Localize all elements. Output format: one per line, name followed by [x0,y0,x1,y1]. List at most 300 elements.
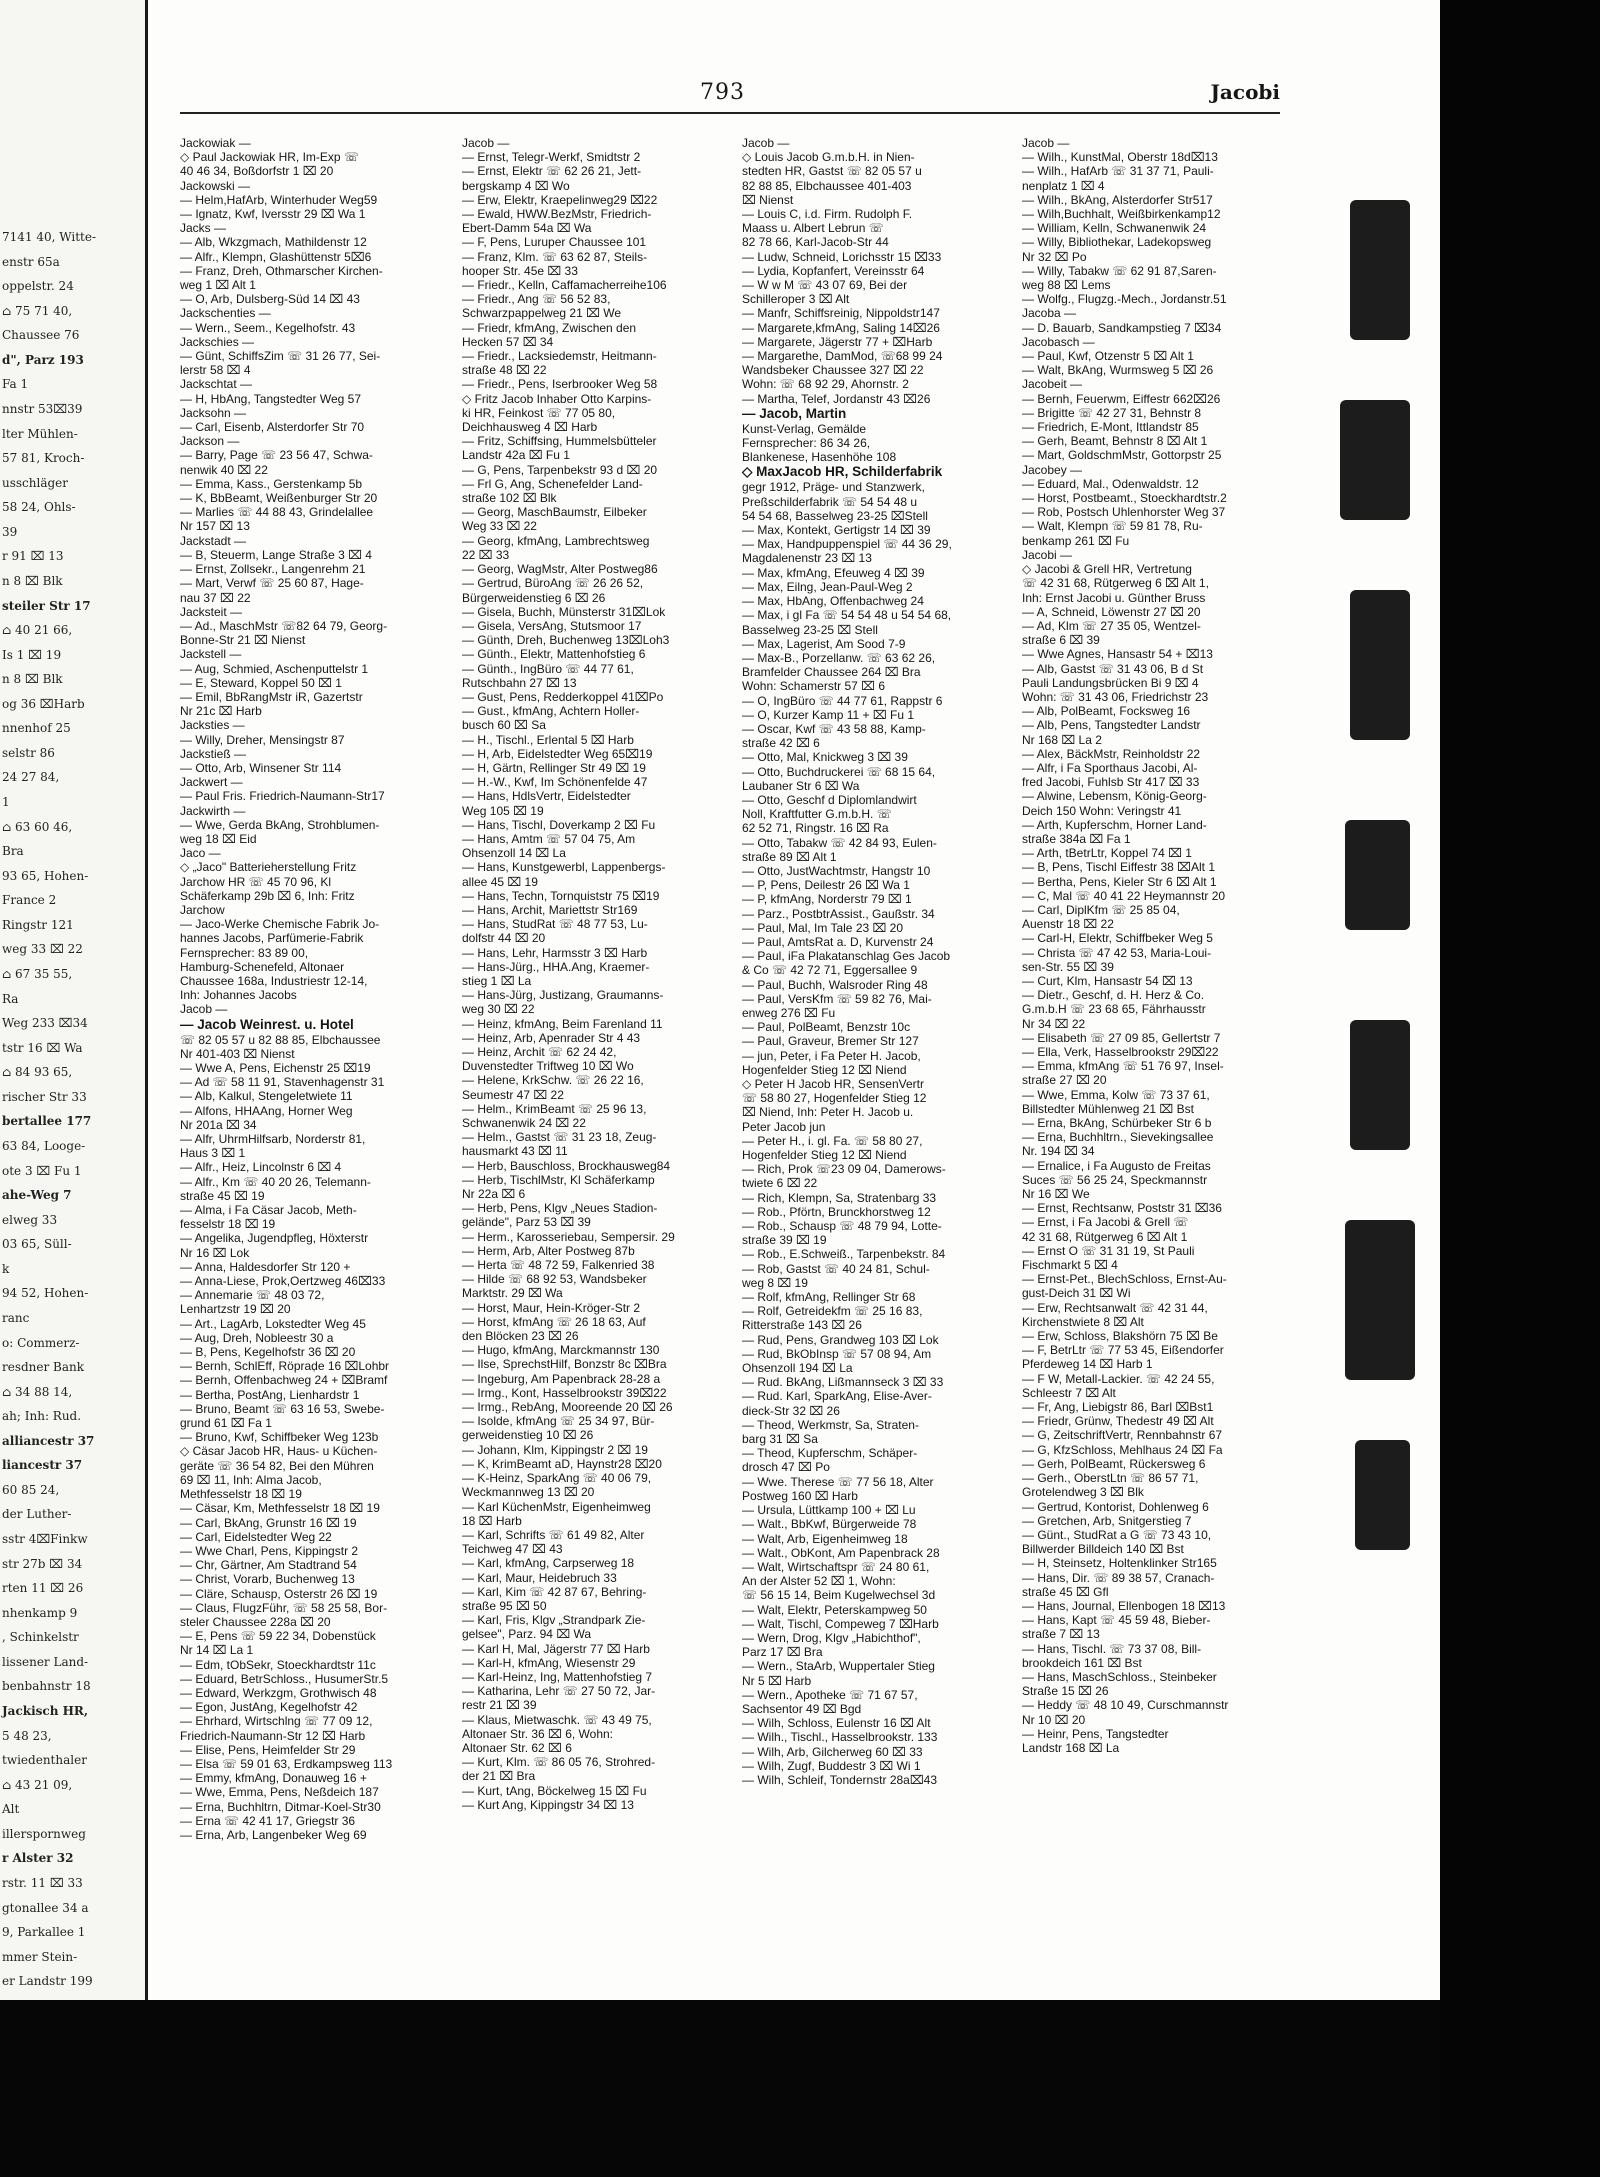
facing-page-text-fragment: Bra [2,844,24,859]
directory-entry-line: — Ernst, Telegr-Werkf, Smidtstr 2 [462,150,641,165]
directory-entry-line: — Helm,HafArb, Winterhuder Weg59 [180,192,378,207]
directory-entry-line: — A, Schneid, Löwenstr 27 ⌧ 20 [1022,604,1201,619]
directory-entry-line: — Hans, MaschSchloss., Steinbeker [1022,1669,1217,1684]
directory-entry-line: Jackson — [180,434,240,449]
facing-page-text-fragment: str 27b ⌧ 34 [2,1556,83,1571]
facing-page-text-fragment: ⌂ 67 35 55, [2,967,73,981]
directory-entry-line: — Arth, Kupferschm, Horner Land- [1022,817,1207,832]
directory-entry-line: — Manfr, Schiffsreinig, Nippoldstr147 [742,306,940,321]
directory-entry-line: — Heinz, Archit ☏ 62 24 42, [462,1045,617,1059]
directory-entry-line: — Helm., Gastst ☏ 31 23 18, Zeug- [462,1130,657,1145]
directory-entry-line: Sachsentor 49 ⌧ Bgd [742,1701,862,1716]
directory-entry-line: — Willy, Tabakw ☏ 62 91 87,Saren- [1022,263,1217,278]
directory-entry-line: — B, Pens, Tischl Eiffestr 38 ⌧Alt 1 [1022,860,1216,875]
directory-entry-line: Jackwert — [180,775,243,790]
directory-entry-line: — Hans, Techn, Tornquiststr 75 ⌧19 [462,888,660,903]
directory-entry-line: Bonne-Str 21 ⌧ Nienst [180,633,306,648]
directory-entry-line: — Karl-H, kfmAng, Wiesenstr 29 [462,1655,636,1670]
directory-entry-line: straße 48 ⌧ 22 [462,363,547,378]
directory-entry-line: — Walt, BkAng, Wurmsweg 5 ⌧ 26 [1022,363,1214,378]
directory-entry-line: Peter Jacob jun [742,1119,826,1134]
directory-entry-line: Jacobi — [1022,547,1073,562]
directory-entry-line: — Ernst, Elektr ☏ 62 26 21, Jett- [462,164,642,179]
directory-entry-line: Jaco — [180,846,221,861]
directory-entry-line: G.m.b.H ☏ 23 68 65, Fährhausstr [1022,1002,1206,1017]
directory-entry-line: — Paul, Kwf, Otzenstr 5 ⌧ Alt 1 [1022,349,1194,364]
directory-entry-line: — Theod, Werkmstr, Sa, Straten- [742,1417,919,1432]
directory-entry-line: ☏ 82 05 57 u 82 88 85, Elbchaussee [180,1032,381,1047]
directory-entry-line: Wohn: ☏ 31 43 06, Friedrichstr 23 [1022,689,1209,704]
directory-entry-line: — Paul Fris. Friedrich-Naumann-Str17 [180,789,385,804]
directory-entry-line: ◇ Jacobi & Grell HR, Vertretung [1022,562,1192,577]
directory-entry-line: — Herb, Pens, Klgv „Neues Stadion- [462,1201,658,1216]
directory-entry-line: — Willy, Bibliothekar, Ladekopsweg [1022,235,1212,250]
directory-entry-line: — Bertha, Pens, Kieler Str 6 ⌧ Alt 1 [1022,874,1217,889]
directory-entry-line: 62 52 71, Ringstr. 16 ⌧ Ra [742,821,889,836]
directory-entry-line: — Rud, Pens, Grandweg 103 ⌧ Lok [742,1332,939,1347]
directory-entry-line: — Erw, Elektr, Kraepelinweg29 ⌧22 [462,192,658,207]
directory-entry-line: — Gerh, Beamt, Behnstr 8 ⌧ Alt 1 [1022,434,1208,449]
directory-entry-line: Jackwirth — [180,803,246,818]
directory-entry-line: nau 37 ⌧ 22 [180,590,251,605]
directory-entry-line: — Hans-Jürg, Justizang, Graumanns- [462,988,664,1003]
directory-entry-line: — Heinr, Pens, Tangstedter [1022,1726,1169,1741]
directory-entry-line: — Wern., Apotheke ☏ 71 67 57, [742,1687,918,1702]
directory-entry-line: — Christa ☏ 47 42 53, Maria-Loui- [1022,945,1212,960]
directory-entry-line: — Mart, Verwf ☏ 25 60 87, Hage- [180,576,364,591]
directory-entry-line: bergskamp 4 ⌧ Wo [462,178,570,193]
directory-entry-line: — Rob., Pförtn, Brunckhorstweg 12 [742,1204,931,1219]
directory-entry-line: Wohn: ☏ 68 92 29, Ahornstr. 2 [742,377,909,392]
scan-border-right [1440,0,1600,2177]
directory-entry-line: Deich 150 Wohn: Veringstr 41 [1022,803,1182,818]
facing-page-text-fragment: oppelstr. 24 [2,279,74,294]
directory-entry-line: — Rud. BkAng, Lißmannseck 3 ⌧ 33 [742,1375,944,1390]
directory-entry-line: steler Chaussee 228a ⌧ 20 [180,1614,331,1629]
directory-entry-line: — H, Gärtn, Rellinger Str 49 ⌧ 19 [462,760,646,775]
facing-page-text-fragment: illerspornweg [2,1826,86,1841]
directory-entry-line: Altonaer Str. 62 ⌧ 6 [462,1740,572,1755]
directory-entry-line: nenplatz 1 ⌧ 4 [1022,178,1105,193]
directory-entry-line: Bramfelder Chaussee 264 ⌧ Bra [742,665,921,680]
directory-entry-line: straße 45 ⌧ 19 [180,1188,265,1203]
directory-entry-line: — Emma, Kass., Gerstenkamp 5b [180,476,363,491]
directory-entry-line: — Carl, DiplKfm ☏ 25 85 04, [1022,902,1180,917]
directory-entry-line: — Herm, Arb, Alter Postweg 87b [462,1243,635,1258]
directory-entry-line: straße 89 ⌧ Alt 1 [742,849,837,864]
facing-page-text-fragment: gtonallee 34 a [2,1900,89,1915]
directory-entry-line: An der Alster 52 ⌧ 1, Wohn: [742,1574,896,1589]
facing-page-text-fragment: 63 84, Looge- [2,1138,86,1153]
directory-entry-line: hooper Str. 45e ⌧ 33 [462,263,578,278]
directory-entry-line: — E, Steward, Koppel 50 ⌧ 1 [180,675,342,690]
page-number: 793 [700,80,745,105]
directory-entry-line: Preßschilderfabrik ☏ 54 54 48 u [742,494,918,509]
directory-entry-line: — Karl KüchenMstr, Eigenheimweg [462,1499,651,1514]
directory-entry-line: — Günth, Dreh, Buchenweg 13⌧Loh3 [462,633,670,648]
directory-entry-line: nenwik 40 ⌧ 22 [180,462,268,477]
directory-entry-line: — Oscar, Kwf ☏ 43 58 88, Kamp- [742,721,926,736]
facing-page-text-fragment: rstr. 11 ⌧ 33 [2,1875,83,1890]
facing-page-text-fragment: 24 27 84, [2,770,60,785]
directory-entry-line: — Erna, Arb, Langenbeker Weg 69 [180,1827,367,1842]
directory-entry-line: Nr 22a ⌧ 6 [462,1187,526,1202]
directory-entry-line: — Johann, Klm, Kippingstr 2 ⌧ 19 [462,1442,648,1457]
directory-entry-line: Jackowiak — [180,136,251,150]
directory-entry-line: — Edm, tObSekr, Stoeckhardtstr 11c [180,1657,376,1672]
directory-entry-line: — Erna, BkAng, Schürbeker Str 6 b [1022,1116,1212,1131]
directory-entry-line: — Karl, kfmAng, Carpserweg 18 [462,1556,635,1571]
directory-entry-line: Weg 105 ⌧ 19 [462,803,544,818]
facing-page-text-fragment: Is 1 ⌧ 19 [2,647,62,662]
directory-entry-line: weg 8 ⌧ 19 [742,1275,808,1290]
directory-entry-line: — Ehrhard, Wirtschlng ☏ 77 09 12, [180,1714,373,1729]
directory-entry-line: — Wwe, Gerda BkAng, Strohblumen- [180,817,380,832]
facing-page-text-fragment: enstr 65a [2,254,60,269]
directory-entry-line: — Lydia, Kopfanfert, Vereinsstr 64 [742,263,925,278]
directory-entry-line: — O, IngBüro ☏ 44 77 61, Rappstr 6 [742,693,943,708]
directory-entry-line: — Gerh, PolBeamt, Rückersweg 6 [1022,1456,1206,1471]
directory-entry-line: — Franz, Klm. ☏ 63 62 87, Steils- [462,249,648,264]
directory-entry-line: — Art., LagArb, Lokstedter Weg 45 [180,1316,366,1331]
directory-entry-line: gegr 1912, Präge- und Stanzwerk, [742,480,925,495]
directory-entry-line: Ebert-Damm 54a ⌧ Wa [462,221,592,236]
directory-entry-line: Jacob — [1022,136,1070,150]
directory-entry-line: — Erw, Schloss, Blakshörn 75 ⌧ Be [1022,1329,1218,1344]
page-header [180,78,1280,114]
directory-entry-line: — F, BetrLtr ☏ 77 53 45, Eißendorfer [1022,1343,1224,1358]
directory-entry-line: — Wilh, Schleif, Tondernstr 28a⌧43 [742,1772,938,1787]
directory-entry-line: — Barry, Page ☏ 23 56 47, Schwa- [180,448,373,463]
directory-entry-line: drosch 47 ⌧ Po [742,1460,830,1475]
directory-entry-line: — Klaus, Mietwaschk. ☏ 43 49 75, [462,1712,652,1727]
directory-entry-line: — Fritz, Schiffsing, Hummelsbütteler [462,434,657,449]
directory-entry-line: Nr 32 ⌧ Po [1022,249,1087,264]
facing-page-text-fragment: ahe-Weg 7 [2,1188,72,1203]
directory-entry-line: — Walt, Tischl, Compeweg 7 ⌧Harb [742,1616,939,1631]
directory-entry-line: — D. Bauarb, Sandkampstieg 7 ⌧34 [1022,320,1222,335]
directory-entry-line: — H, Steinsetz, Holtenklinker Str165 [1022,1556,1217,1571]
directory-entry-line: — Walt, Klempn ☏ 59 81 78, Ru- [1022,519,1203,534]
directory-entry-line: — W w M ☏ 43 07 69, Bei der [742,278,908,293]
directory-entry-line: Fischmarkt 5 ⌧ 4 [1022,1258,1118,1273]
directory-entry-line: — Karl, Maur, Heidebruch 33 [462,1570,617,1585]
directory-entry-line: — O, Kurzer Kamp 11 + ⌧ Fu 1 [742,707,915,722]
directory-entry-line: — Ernst-Pet., BlechSchloss, Ernst-Au- [1022,1272,1227,1287]
directory-entry-line: — Katharina, Lehr ☏ 27 50 72, Jar- [462,1684,656,1699]
directory-entry-line: — Hans, StudRat ☏ 48 77 53, Lu- [462,917,648,932]
directory-entry-line: Inh: Johannes Jacobs [180,988,297,1003]
directory-entry-line: — Max, Handpuppenspiel ☏ 44 36 29, [742,537,952,552]
directory-entry-line: — Claus, FlugzFühr, ☏ 58 25 58, Bor- [180,1600,388,1615]
directory-entry-line: — Helm., KrimBeamt ☏ 25 96 13, [462,1101,647,1116]
directory-entry-line: — Wern., StaArb, Wuppertaler Stieg [742,1659,935,1674]
directory-entry-line: straße 42 ⌧ 6 [742,736,820,751]
directory-entry-line: — Rob., E.Schweiß., Tarpenbekstr. 84 [742,1247,946,1262]
directory-entry-line: — Horst, Maur, Hein-Kröger-Str 2 [462,1300,641,1315]
directory-entry-line: Jackstadt — [180,533,247,548]
facing-page-text-fragment: er Landstr 199 [2,1974,93,1989]
directory-entry-line: — Walt, Wirtschaftspr ☏ 24 80 61, [742,1559,930,1574]
directory-entry-line: Suces ☏ 56 25 24, Speckmannstr [1022,1172,1208,1187]
directory-entry-line: — Georg, kfmAng, Lambrechtsweg [462,533,650,548]
directory-entry-line: stieg 1 ⌧ La [462,973,532,988]
directory-entry-line: — Hans, Kunstgewerbl, Lappenbergs- [462,860,666,875]
directory-entry-line: — Otto, JustWachtmstr, Hangstr 10 [742,863,931,878]
directory-entry-line: — Herb, Bauschloss, Brockhausweg84 [462,1158,671,1173]
facing-page-text-fragment: 9, Parkallee 1 [2,1925,86,1940]
directory-entry-line: Seumestr 47 ⌧ 22 [462,1087,564,1102]
directory-entry-line: — Jacob, Martin [742,405,847,421]
directory-entry-line: — Alex, BäckMstr, Reinholdstr 22 [1022,746,1201,761]
directory-entry-line: — Bruno, Kwf, Schiffbeker Weg 123b [180,1430,379,1445]
directory-entry-line: Jacoba — [1022,306,1077,321]
directory-entry-line: Postweg 160 ⌧ Harb [742,1488,858,1503]
facing-page-text-fragment: 1 [2,795,10,810]
directory-entry-line: sen-Str. 55 ⌧ 39 [1022,959,1114,974]
directory-entry-line: — Ernst, Zollsekr., Langenrehm 21 [180,562,366,577]
directory-entry-line: — Walt, Elektr, Peterskampweg 50 [742,1602,927,1617]
directory-entry-line: Nr 168 ⌧ La 2 [1022,732,1102,747]
directory-entry-line: — Paul, iFa Plakatanschlag Ges Jacob [742,949,951,964]
directory-entry-line: — Margarete, Jägerstr 77 + ⌧Harb [742,334,933,349]
directory-entry-line: Jacobasch — [1022,334,1095,349]
directory-entry-line: — Alfr., Heiz, Lincolnstr 6 ⌧ 4 [180,1160,342,1175]
directory-entry-line: ◇ Paul Jackowiak HR, Im-Exp ☏ [180,150,359,165]
directory-entry-line: — Friedr., Ang ☏ 56 52 83, [462,292,611,307]
directory-entry-line: — Erna, Buchhltrn., Sievekingsallee [1022,1130,1214,1145]
directory-entry-line: Jackstell — [180,647,242,662]
facing-page-text-fragment: Fa 1 [2,377,29,392]
directory-entry-line: ◇ Peter H Jacob HR, SensenVertr [742,1077,924,1091]
directory-entry-line: — Friedr., Lacksiedemstr, Heitmann- [462,349,657,364]
directory-entry-line: — Ingeburg, Am Papenbrack 28-28 a [462,1371,661,1386]
directory-entry-line: dolfstr 44 ⌧ 20 [462,931,546,946]
directory-entry-line: — F W, Metall-Lackier. ☏ 42 24 55, [1022,1371,1215,1386]
directory-entry-line: Teichweg 47 ⌧ 43 [462,1542,563,1557]
directory-entry-line: Duvenstedter Triftweg 10 ⌧ Wo [462,1059,634,1074]
directory-entry-line: & Co ☏ 42 72 71, Eggersallee 9 [742,963,918,978]
directory-entry-line: — Herm., Karosseriebau, Sempersir. 29 [462,1229,675,1244]
directory-entry-line: — Georg, MaschBaumstr, Eilbeker [462,505,647,520]
directory-entry-line: Nr. 194 ⌧ 34 [1022,1144,1095,1159]
directory-entry-line: — F, Pens, Luruper Chaussee 101 [462,235,647,250]
facing-page-text-fragment: weg 33 ⌧ 22 [2,942,83,957]
directory-entry-line: Hogenfelder Stieg 12 ⌧ Niend [742,1148,907,1163]
directory-entry-line: Inh: Ernst Jacobi u. Günther Bruss [1022,590,1206,605]
facing-page-text-fragment: 39 [2,524,18,539]
directory-entry-line: — Brigitte ☏ 42 27 31, Behnstr 8 [1022,405,1202,420]
facing-page-text-fragment: 7141 40, Witte- [2,230,97,244]
directory-entry-line: — Franz, Dreh, Othmarscher Kirchen- [180,263,383,278]
directory-entry-line: — Margarethe, DamMod, ☏68 99 24 [742,349,943,364]
directory-entry-line: Noll, Kraftfutter G.m.b.H. ☏ [742,807,892,822]
directory-entry-line: — Gust., kfmAng, Achtern Holler- [462,704,640,719]
directory-entry-line: — Max-B., Porzellanw. ☏ 63 62 26, [742,650,936,665]
directory-entry-line: — Bernh, Offenbachweg 24 + ⌧Bramf [180,1373,388,1388]
directory-entry-line: — Bertha, PostAng, Lienhardstr 1 [180,1387,360,1402]
directory-entry-line: gelsee", Parz. 94 ⌧ Wa [462,1627,592,1642]
directory-entry-line: — Elisabeth ☏ 27 09 85, Gellertstr 7 [1022,1030,1221,1045]
directory-entry-line: — Gisela, Buchh, Münsterstr 31⌧Lok [462,604,666,619]
directory-entry-line: — H, HbAng, Tangstedter Weg 57 [180,391,361,406]
directory-entry-line: ◇ Cäsar Jacob HR, Haus- u Küchen- [180,1444,378,1459]
directory-entry-line: ☏ 42 31 68, Rütgerweg 6 ⌧ Alt 1, [1022,576,1209,591]
directory-entry-line: — Karl, Kim ☏ 42 87 67, Behring- [462,1584,647,1599]
directory-entry-line: Haus 3 ⌧ 1 [180,1146,246,1161]
facing-page-text-fragment: r 91 ⌧ 13 [2,549,64,564]
directory-entry-line: Laubaner Str 6 ⌧ Wa [742,778,860,793]
directory-entry-line: — Alfr, UhrmHilfsarb, Norderstr 81, [180,1132,366,1147]
directory-entry-line: Jarchow HR ☏ 45 70 96, Kl [180,874,332,889]
facing-page-text-fragment: resdner Bank [2,1360,85,1375]
facing-page-text-fragment: n 8 ⌧ Blk [2,672,63,687]
directory-entry-line: Parz 17 ⌧ Bra [742,1645,823,1660]
directory-entry-line: Friedrich-Naumann-Str 12 ⌧ Harb [180,1728,366,1743]
directory-entry-line: — Rob., Schausp ☏ 48 79 94, Lotte- [742,1219,942,1234]
directory-entry-line: — William, Kelln, Schwanenwik 24 [1022,221,1207,236]
directory-entry-line: Nr 201a ⌧ 34 [180,1117,257,1132]
directory-entry-line: Jacobey — [1022,462,1083,477]
directory-entry-line: Schilleroper 3 ⌧ Alt [742,292,850,307]
directory-entry-line: — Herb, TischlMstr, Kl Schäferkamp [462,1172,655,1187]
directory-entry-line: — Max, Lagerist, Am Sood 7-9 [742,636,906,651]
scan-border-bottom [0,2000,1440,2177]
directory-entry-line: — Friedr., Pens, Iserbrooker Weg 58 [462,377,658,392]
directory-entry-line: Hecken 57 ⌧ 34 [462,334,554,349]
directory-entry-line: — Karl-Heinz, Ing, Mattenhofstieg 7 [462,1669,653,1684]
directory-entry-line: — Max, kfmAng, Efeuweg 4 ⌧ 39 [742,565,925,580]
directory-entry-line: — Erw, Rechtsanwalt ☏ 42 31 44, [1022,1300,1208,1315]
facing-page-text-fragment: ⌂ 40 21 66, [2,623,73,638]
directory-entry-line: — Annemarie ☏ 48 03 72, [180,1288,325,1303]
directory-entry-line: stedten HR, Gastst ☏ 82 05 57 u [742,164,922,179]
directory-entry-line: — Wilh,Buchhalt, Weißbirkenkamp12 [1022,207,1221,222]
directory-entry-line: Blankenese, Hasenhöhe 108 [742,450,897,465]
directory-entry-line: — Otto, Buchdruckerei ☏ 68 15 64, [742,764,936,779]
directory-entry-line: — H.-W., Kwf, Im Schönenfelde 47 [462,775,648,790]
directory-entry-line: — Isolde, kfmAng ☏ 25 34 97, Bür- [462,1414,655,1429]
facing-page-text-fragment: rten 11 ⌧ 26 [2,1581,84,1596]
directory-entry-line: 54 54 68, Basselweg 23-25 ⌧Stell [742,508,928,523]
directory-entry-line: straße 6 ⌧ 39 [1022,633,1100,648]
directory-entry-line: — Rob, Gastst ☏ 40 24 81, Schul- [742,1261,930,1276]
directory-entry-line: Wohn: Schamerstr 57 ⌧ 6 [742,679,885,694]
directory-entry-line: barg 31 ⌧ Sa [742,1432,818,1447]
directory-entry-line: — Alfons, HHAAng, Horner Weg [180,1103,353,1118]
directory-entry-line: gelände", Parz 53 ⌧ 39 [462,1215,591,1230]
directory-entry-line: Nr 10 ⌧ 20 [1022,1712,1086,1727]
facing-page-text-fragment: ote 3 ⌧ Fu 1 [2,1163,82,1178]
directory-entry-line: — Friedr, Grünw, Thedestr 49 ⌧ Alt [1022,1414,1214,1429]
directory-entry-line: — Alb, PolBeamt, Focksweg 16 [1022,704,1191,719]
facing-page-text-fragment: selstr 86 [2,745,55,760]
directory-entry-line: Magdalenenstr 23 ⌧ 13 [742,551,872,566]
directory-entry-line: — Horst, Postbeamt., Stoeckhardtstr.2 [1022,491,1227,506]
directory-entry-line: — Gretchen, Arb, Snitgerstieg 7 [1022,1513,1192,1528]
facing-page-text-fragment: 93 65, Hohen- [2,868,89,883]
directory-entry-line: Fernsprecher: 86 34 26, [742,436,871,451]
directory-entry-line: — Rob, Postsch Uhlenhorster Weg 37 [1022,505,1226,520]
directory-entry-line: Grotelendweg 3 ⌧ Blk [1022,1485,1144,1500]
directory-entry-line: — Gertrud, Kontorist, Dohlenweg 6 [1022,1499,1209,1514]
directory-entry-line: Jackstieß — [180,746,247,761]
directory-entry-line: — Wern, Drog, Klgv „Habichthof", [742,1630,921,1645]
directory-entry-line: Jacksteit — [180,604,243,619]
directory-entry-line: Weckmannweg 13 ⌧ 20 [462,1485,595,1500]
facing-page-fragment [0,0,148,2000]
directory-entry-line: — Hans, Lehr, Harmsstr 3 ⌧ Harb [462,945,648,960]
facing-page-text-fragment: alliancestr 37 [2,1433,95,1448]
directory-entry-line: — Hans, Tischl, Doverkamp 2 ⌧ Fu [462,817,656,832]
directory-entry-line: — Bernh, Feuerwm, Eiffestr 662⌧26 [1022,391,1221,406]
directory-entry-line: — Friedrich, E-Mont, Ittlandstr 85 [1022,420,1199,435]
facing-page-text-fragment: nnenhof 25 [2,721,71,736]
facing-page-text-fragment: o: Commerz- [2,1335,80,1350]
directory-entry-line: — Wwe A, Pens, Eichenstr 25 ⌧19 [180,1061,371,1075]
directory-entry-line: Kunst-Verlag, Gemälde [742,421,867,436]
directory-entry-line: — Wilh, Arb, Gilcherweg 60 ⌧ 33 [742,1744,923,1759]
directory-entry-line: — Gertrud, BüroAng ☏ 26 26 52, [462,576,644,591]
directory-entry-line: 22 ⌧ 33 [462,547,510,562]
directory-entry-line: gust-Deich 31 ⌧ Wi [1022,1286,1131,1301]
directory-entry-line: — Horst, kfmAng ☏ 26 18 63, Auf [462,1314,646,1329]
directory-entry-line: der 21 ⌧ Bra [462,1769,536,1784]
facing-page-text-fragment: nnstr 53⌧39 [2,401,83,416]
directory-entry-line: den Blöcken 23 ⌧ 26 [462,1329,579,1344]
directory-entry-line: twiete 6 ⌧ 22 [742,1176,818,1191]
directory-entry-line: allee 45 ⌧ 19 [462,874,538,889]
directory-entry-line: Hogenfelder Stieg 12 ⌧ Niend [742,1062,907,1077]
directory-entry-line: Jackschtat — [180,377,253,392]
directory-entry-line: — G, ZeitschriftVertr, Rennbahnstr 67 [1022,1428,1223,1443]
directory-entry-line: — Herta ☏ 48 72 59, Falkenried 38 [462,1258,655,1273]
directory-entry-line: Hamburg-Schenefeld, Altonaer [180,959,345,974]
directory-entry-line: — H, Arb, Eidelstedter Weg 65⌧19 [462,746,653,761]
directory-entry-line: Jackowski — [180,178,251,193]
directory-entry-line: — Theod, Kupferschm, Schäper- [742,1446,918,1461]
directory-entry-line: — Wolfg., Flugzg.-Mech., Jordanstr.51 [1022,292,1227,307]
directory-entry-line: — Ursula, Lüttkamp 100 + ⌧ Lu [742,1503,916,1518]
directory-entry-line: — Otto, Mal, Knickweg 3 ⌧ 39 [742,750,908,765]
directory-entry-line: fesselstr 18 ⌧ 19 [180,1217,276,1232]
directory-entry-line: Ohsenzoll 14 ⌧ La [462,846,566,861]
directory-entry-line: 82 88 85, Elbchaussee 401-403 [742,178,912,193]
directory-entry-line: — Cäsar, Km, Methfesselstr 18 ⌧ 19 [180,1501,380,1516]
directory-entry-line: Ohsenzoll 194 ⌧ La [742,1361,853,1376]
directory-entry-line: — Alb, Kalkul, Stengeletwiete 11 [180,1089,353,1104]
directory-entry-line: — Martha, Telef, Jordanstr 43 ⌧26 [742,391,931,406]
directory-entry-line: — Ignatz, Kwf, Iversstr 29 ⌧ Wa 1 [180,207,366,222]
facing-page-text-fragment: d", Parz 193 [2,352,84,367]
directory-entry-line: — K-Heinz, SparkAng ☏ 40 06 79, [462,1471,652,1486]
directory-entry-line: — Rolf, kfmAng, Rellinger Str 68 [742,1290,916,1305]
directory-entry-line: — Wilh., KunstMal, Oberstr 18d⌧13 [1022,150,1218,165]
directory-entry-line: ⌧ Nienst [742,192,794,207]
directory-entry-line: — Anna-Liese, Prok,Oertzweg 46⌧33 [180,1274,386,1289]
directory-entry-line: — Edward, Werkzgm, Grothwisch 48 [180,1685,377,1700]
directory-entry-line: 42 31 68, Rütgerweg 6 ⌧ Alt 1 [1022,1229,1188,1244]
directory-entry-line: — Max, i gl Fa ☏ 54 54 48 u 54 54 68, [742,608,952,623]
directory-entry-line: Nr 157 ⌧ 13 [180,519,250,534]
directory-entry-line: Nr 401-403 ⌧ Nienst [180,1046,295,1061]
directory-entry-line: — Wilh., BkAng, Alsterdorfer Str517 [1022,192,1213,207]
directory-entry-line: — Günt, SchiffsZim ☏ 31 26 77, Sei- [180,349,381,364]
facing-page-text-fragment: Alt [2,1802,20,1817]
facing-page-text-fragment: ⌂ 84 93 65, [2,1065,73,1080]
directory-entry-line: — Paul, Mal, Im Tale 23 ⌧ 20 [742,920,904,935]
directory-entry-line: — Hans, Amtm ☏ 57 04 75, Am [462,831,636,846]
